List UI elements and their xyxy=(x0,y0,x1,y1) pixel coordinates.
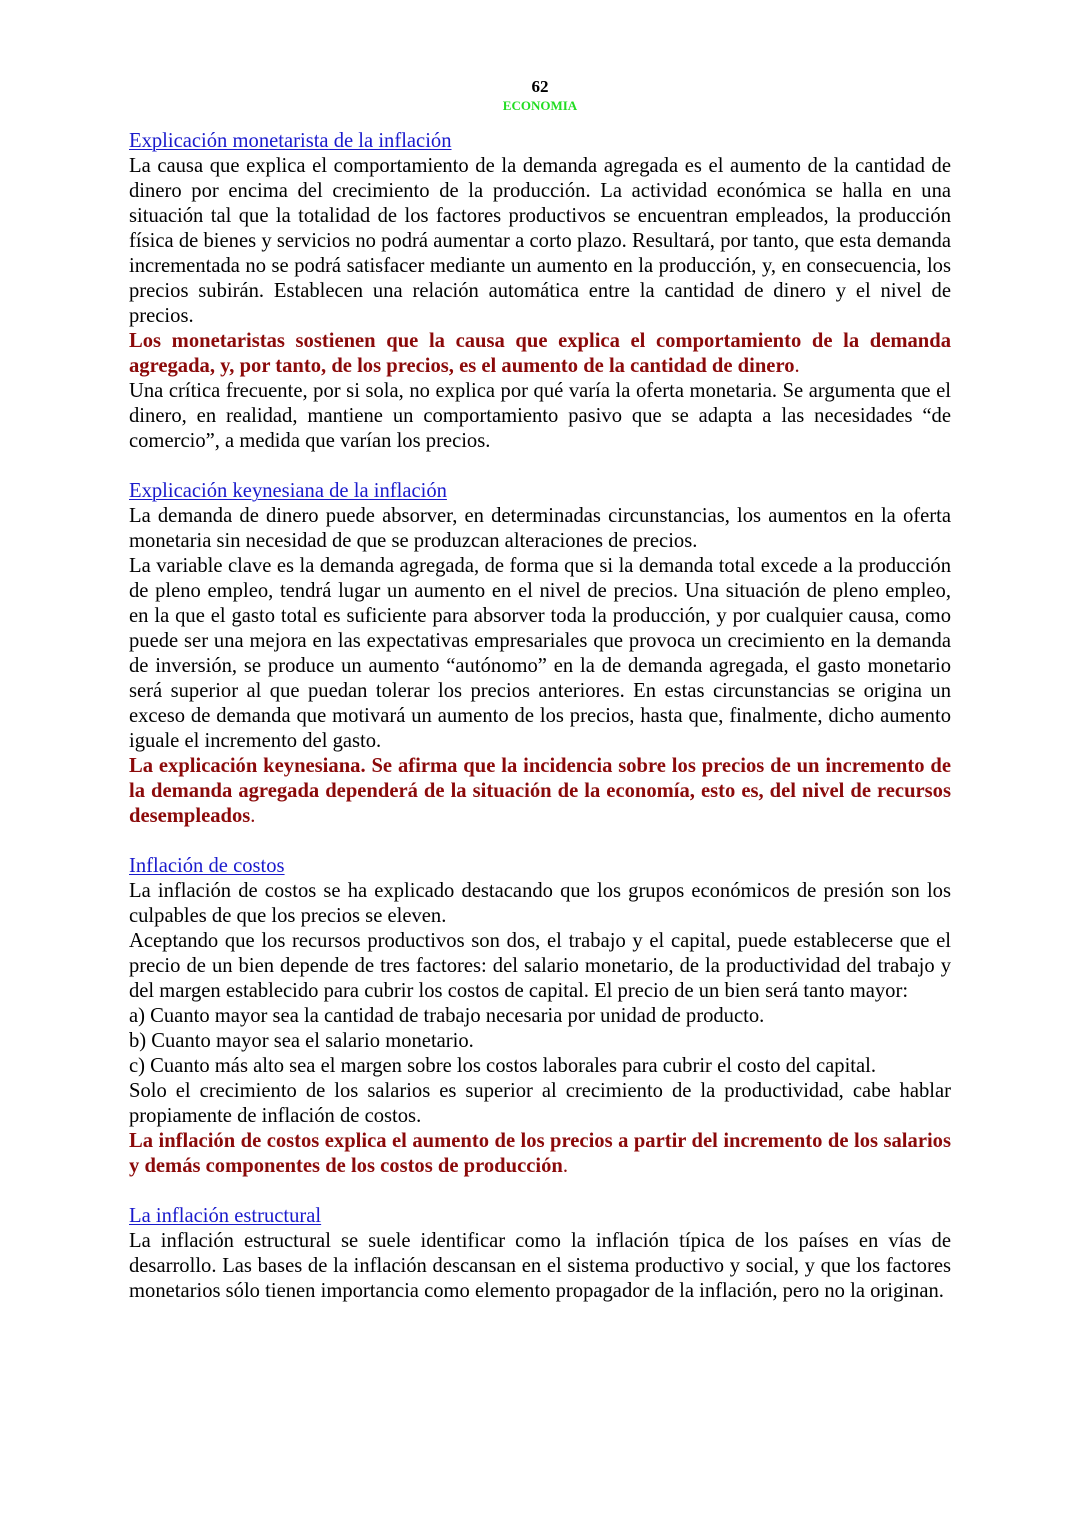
body-paragraph: Una crítica frecuente, por si sola, no explica por qué varía la oferta monetaria. Se argumenta que el dinero, en realidad, mantiene un comportamiento pasivo que se adapta a las necesidades “de comercio”, a medida que varían los precios. xyxy=(129,380,951,452)
emphasis-paragraph xyxy=(129,1129,951,1179)
body-paragraph: La inflación estructural se suele identificar como la inflación típica de los países en vías de desarrollo. Las bases de la inflación descansan en el sistema productivo y social, y que los factores monetarios sólo tienen importancia como elemento propagador de la inflación, pero no la originan. xyxy=(129,1230,951,1302)
section-heading-link[interactable]: Inflación de costos xyxy=(129,855,285,877)
list-item: b) Cuanto mayor sea el salario monetario. xyxy=(129,1030,474,1052)
emphasis-text: Los monetaristas sostienen que la causa que explica el comportamiento de la demanda agregada, y, por tanto, de los precios, es el aumento de la cantidad de dinero xyxy=(129,330,951,377)
page-header xyxy=(0,78,1080,112)
emphasis-paragraph xyxy=(129,329,951,379)
emphasis-period: . xyxy=(794,355,800,377)
body-paragraph: La inflación de costos se ha explicado destacando que los grupos económicos de presión son los culpables de que los precios se eleven. xyxy=(129,880,951,927)
body-paragraph: La causa que explica el comportamiento de la demanda agregada es el aumento de la cantidad de dinero por encima del crecimiento de la producción. La actividad económica se halla en una situación tal que la totalidad de los factores productivos se encuentran empleados, la producción física de bienes y servicios no podrá aumentar a corto plazo. Resultará, por tanto, que esta demanda incrementada no se podrá satisfacer mediante un aumento en la producción, y, en consecuencia, los precios subirán. Establecen una relación automática entre la cantidad de dinero y el nivel de precios. xyxy=(129,155,951,327)
section-cost-inflation xyxy=(129,854,951,1179)
section-heading-link[interactable]: Explicación monetarista de la inflación xyxy=(129,130,452,152)
body-paragraph: Solo el crecimiento de los salarios es superior al crecimiento de la productividad, cabe hablar propiamente de inflación de costos. xyxy=(129,1080,951,1127)
document-body xyxy=(129,129,951,1304)
emphasis-text: La explicación keynesiana. Se afirma que la incidencia sobre los precios de un incremento de la demanda agregada dependerá de la situación de la economía, esto es, del nivel de recursos desempleados xyxy=(129,755,951,827)
body-paragraph: Aceptando que los recursos productivos son dos, el trabajo y el capital, puede establecerse que el precio de un bien depende de tres factores: del salario monetario, de la productividad del trabajo y del margen establecido para cubrir los costos de capital. El precio de un bien será tanto mayor: xyxy=(129,930,951,1002)
list-item: a) Cuanto mayor sea la cantidad de trabajo necesaria por unidad de producto. xyxy=(129,1005,765,1027)
emphasis-period: . xyxy=(562,1155,568,1177)
section-spacer xyxy=(129,829,951,854)
list-item: c) Cuanto más alto sea el margen sobre los costos laborales para cubrir el costo del capital. xyxy=(129,1055,877,1077)
page-number: 62 xyxy=(531,77,549,96)
emphasis-paragraph xyxy=(129,754,951,829)
section-structural-inflation xyxy=(129,1204,951,1304)
section-heading-link[interactable]: Explicación keynesiana de la inflación xyxy=(129,480,447,502)
section-spacer xyxy=(129,1179,951,1204)
body-paragraph: La variable clave es la demanda agregada, de forma que si la demanda total excede a la producción de pleno empleo, tendrá lugar un aumento en el nivel de precios. Una situación de pleno empleo, en la que el gasto total es suficiente para absorver toda la producción, y por cualquier causa, como puede ser una mejora en las expectativas empresariales que provoca un crecimiento en la demanda de inversión, se produce un aumento “autónomo” en la de demanda agregada, el gasto monetario será superior al que puedan tolerar los precios anteriores. En estas circunstancias se origina un exceso de demanda que motivará un aumento de los precios, hasta que, finalmente, dicho aumento iguale el incremento del gasto. xyxy=(129,555,951,752)
section-heading-link[interactable]: La inflación estructural xyxy=(129,1205,322,1227)
emphasis-text: La inflación de costos explica el aumento de los precios a partir del incremento de los salarios y demás componentes de los costos de producción xyxy=(129,1130,951,1177)
section-spacer xyxy=(129,454,951,479)
section-monetarist-inflation xyxy=(129,129,951,454)
emphasis-period: . xyxy=(250,805,256,827)
body-paragraph: La demanda de dinero puede absorver, en determinadas circunstancias, los aumentos en la oferta monetaria sin necesidad de que se produzcan alteraciones de precios. xyxy=(129,505,951,552)
section-keynesian-inflation xyxy=(129,479,951,829)
running-title: ECONOMIA xyxy=(502,98,578,113)
